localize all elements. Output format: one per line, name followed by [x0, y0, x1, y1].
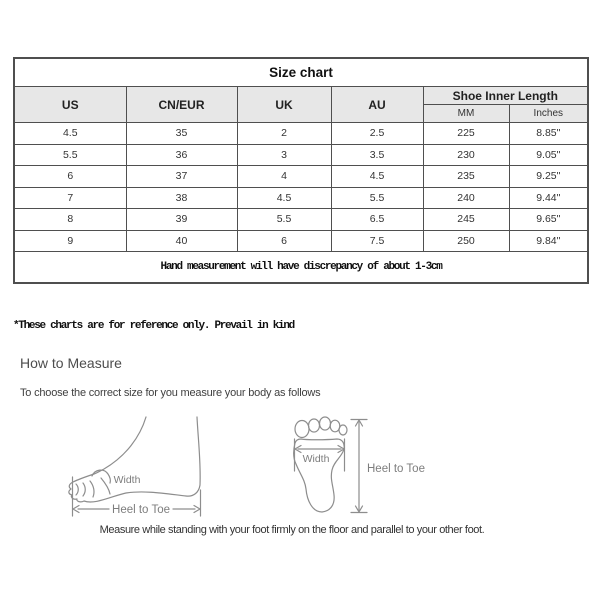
column-header-us: US	[14, 87, 126, 123]
table-cell: 9.05"	[509, 144, 588, 166]
table-row	[14, 209, 588, 231]
table-footer-row	[14, 252, 588, 284]
table-cell: 39	[126, 209, 237, 231]
how-to-measure-intro: To choose the correct size for you measure your body as follows	[20, 387, 321, 399]
table-cell: 9.65"	[509, 209, 588, 231]
table-cell: 250	[423, 230, 509, 252]
table-cell: 4.5	[331, 166, 423, 188]
size-chart-table	[13, 57, 589, 284]
table-cell: 5.5	[331, 187, 423, 209]
sole-width-label: Width	[302, 453, 330, 465]
table-cell: 7	[14, 187, 126, 209]
toe-shape	[320, 417, 331, 430]
table-cell: 3.5	[331, 144, 423, 166]
foot-side-toe-crease	[90, 481, 94, 497]
foot-sole-view-illustration	[294, 417, 425, 513]
toe-shape	[309, 419, 320, 432]
foot-sole-outline	[294, 439, 345, 512]
foot-side-view-illustration	[69, 417, 201, 516]
table-cell: 235	[423, 166, 509, 188]
table-row	[14, 144, 588, 166]
table-cell: 240	[423, 187, 509, 209]
table-cell: 2	[237, 123, 331, 145]
column-header-uk: UK	[237, 87, 331, 123]
column-header-cn-eur: CN/EUR	[126, 87, 237, 123]
table-cell: 4.5	[14, 123, 126, 145]
table-cell: 245	[423, 209, 509, 231]
table-title-row	[14, 58, 588, 87]
how-to-measure-heading: How to Measure	[20, 355, 122, 371]
foot-side-toe-crease	[76, 484, 78, 495]
table-cell: 9.44"	[509, 187, 588, 209]
measurement-diagram	[55, 400, 475, 525]
table-cell: 7.5	[331, 230, 423, 252]
table-row	[14, 166, 588, 188]
column-header-mm: MM	[423, 105, 509, 123]
table-cell: 36	[126, 144, 237, 166]
table-cell: 225	[423, 123, 509, 145]
column-header-inches: Inches	[509, 105, 588, 123]
table-row	[14, 230, 588, 252]
table-footer-note: Hand measurement will have discrepancy of about 1-3cm	[14, 252, 588, 284]
table-title: Size chart	[14, 58, 588, 87]
foot-side-outline	[69, 417, 200, 502]
table-cell: 6.5	[331, 209, 423, 231]
table-cell: 4	[237, 166, 331, 188]
big-toe-shape	[295, 421, 309, 438]
table-cell: 6	[14, 166, 126, 188]
foot-side-toe-joint-line	[92, 470, 110, 483]
table-cell: 9.84"	[509, 230, 588, 252]
table-row	[14, 123, 588, 145]
table-cell: 8.85"	[509, 123, 588, 145]
foot-side-ball-crease	[101, 478, 110, 494]
measure-footnote: Measure while standing with your foot firmly on the floor and parallel to your other foot.	[99, 524, 485, 536]
table-cell: 9	[14, 230, 126, 252]
table-cell: 40	[126, 230, 237, 252]
table-cell: 6	[237, 230, 331, 252]
column-header-au: AU	[331, 87, 423, 123]
table-cell: 5.5	[14, 144, 126, 166]
side-heel-to-toe-label: Heel to Toe	[112, 504, 170, 516]
toe-shape	[330, 420, 340, 432]
table-cell: 37	[126, 166, 237, 188]
table-cell: 35	[126, 123, 237, 145]
sole-heel-to-toe-label: Heel to Toe	[367, 463, 425, 475]
foot-side-toe-crease	[83, 483, 85, 496]
table-cell: 230	[423, 144, 509, 166]
table-cell: 8	[14, 209, 126, 231]
table-row	[14, 187, 588, 209]
table-cell: 38	[126, 187, 237, 209]
column-header-shoe-inner-length: Shoe Inner Length	[423, 87, 588, 105]
table-cell: 3	[237, 144, 331, 166]
reference-note: *These charts are for reference only. Prevail in kind	[13, 320, 294, 332]
toe-shape	[339, 425, 347, 435]
table-cell: 9.25"	[509, 166, 588, 188]
table-header-row	[14, 87, 588, 105]
table-cell: 2.5	[331, 123, 423, 145]
table-cell: 4.5	[237, 187, 331, 209]
side-width-label: Width	[113, 474, 141, 486]
table-cell: 5.5	[237, 209, 331, 231]
